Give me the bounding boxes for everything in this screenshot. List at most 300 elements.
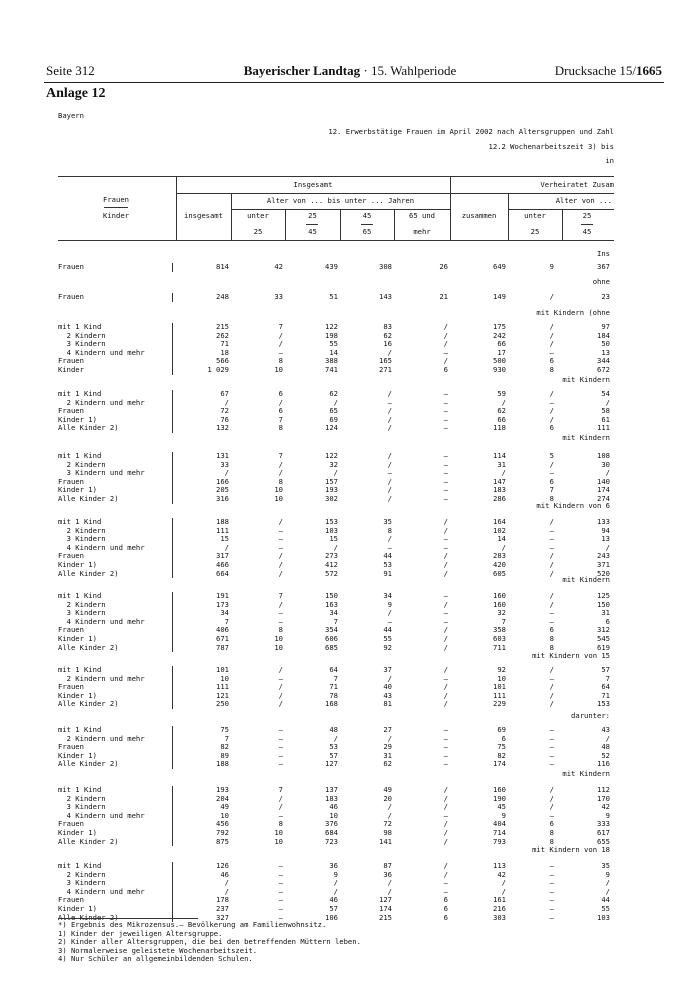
table-cell: 7 [605,673,610,683]
table-cell: / [605,878,610,888]
table-cell: — [387,397,392,407]
table-cell: / [549,599,554,609]
table-cell: 54 [601,389,610,398]
table-cell: 7 [333,616,338,626]
table-cell: / [443,599,448,609]
header-age2-bottom: 45 [308,227,317,236]
section-title: mit Kindern [562,433,610,442]
table-cell: 72 [220,406,229,416]
row-label: Kinder 1) [58,634,97,643]
header-age2-dash [306,224,318,225]
table-cell: — [443,485,448,495]
table-cell: / [443,356,448,366]
table-cell: / [443,793,448,803]
table-cell: 35 [601,861,610,870]
table-cell: — [443,608,448,618]
table-cell: 160 [493,785,506,794]
table-cell: 17 [497,347,506,357]
table-cell: / [549,802,554,812]
table-cell: — [278,733,283,743]
table-cell: 8 [549,494,554,503]
table-cell: 178 [216,895,229,905]
table-cell: / [387,485,392,495]
table-cell: 248 [216,292,229,301]
table-cell: 711 [493,642,506,652]
section-title: mit Kindern [562,375,610,384]
table-cell: 76 [220,414,229,424]
table-cell: 62 [329,389,338,398]
table-cell: / [605,886,610,896]
table-cell: 34 [383,591,392,600]
table-cell: / [333,542,338,552]
table-cell: / [549,406,554,416]
row-label: mit 1 Kind [58,591,102,600]
table-cell: 8 [549,642,554,652]
table-cell: 64 [601,682,610,692]
row-label: 3 Kindern und mehr [58,468,145,478]
table-cell: — [443,725,448,734]
table-cell: 45 [497,802,506,812]
table-cell: 81 [383,699,392,709]
table-cell: / [387,459,392,469]
table-cell: / [387,406,392,416]
row-label: Kinder 1) [58,828,97,837]
table-cell: 62 [383,330,392,340]
row-label: Alle Kinder 2) [58,699,119,709]
table-cell: 32 [329,459,338,469]
table-cell: 49 [220,802,229,812]
table-cell: — [443,414,448,424]
table-cell: 354 [325,625,338,635]
table-cell: 57 [601,665,610,674]
table-cell: 112 [597,785,610,794]
table-cell: / [443,642,448,652]
table-cell: 664 [216,568,229,578]
footnote-0: *) Ergebnis des Mikrozensus.– Bevölkerung am Familienwohnsitz. [58,920,327,929]
header-verh-age2-top: 25 [582,211,592,220]
table-cell: / [443,699,448,709]
table-cell: — [278,878,283,888]
table-cell: 404 [493,819,506,829]
table-cell: / [443,665,448,674]
table-cell: 127 [325,759,338,769]
row-label: mit 1 Kind [58,389,102,398]
section-title: ohne [592,277,610,286]
row-label: 3 Kindern [58,802,106,812]
table-cell: / [549,322,554,331]
table-cell: 5 [549,451,554,460]
table-cell: 13 [601,534,610,544]
table-cell: / [443,869,448,879]
table-cell: 94 [601,525,610,535]
table-cell: 183 [325,793,338,803]
table-cell: 46 [329,802,338,812]
footnote-1: 1) Kinder der jeweiligen Altersgruppe. [58,928,223,938]
table-cell: 6 [549,476,554,486]
table-cell: 7 [278,591,283,600]
header-age4-top: 65 und [409,211,435,220]
table-cell: 273 [325,551,338,561]
row-label: Kinder 1) [58,750,97,760]
table-cell: 33 [274,292,283,301]
table-cell: 603 [493,634,506,643]
table-cell: — [443,886,448,896]
table-cell: / [549,690,554,700]
table-cell: 6 [278,406,283,416]
table-cell: / [501,468,506,478]
table-cell: 132 [216,423,229,433]
table-cell: 64 [329,665,338,674]
table-cell: — [443,810,448,820]
table-cell: 317 [216,551,229,561]
row-label: Alle Kinder 2) [58,836,119,846]
table-cell: / [387,733,392,743]
table-cell: / [224,886,229,896]
table-cell: — [549,347,554,357]
table-cell: 102 [493,525,506,535]
table-cell: 6 [549,625,554,635]
table-cell: 14 [329,347,338,357]
table-cell: / [387,389,392,398]
table-cell: 147 [493,476,506,486]
table-cell: 69 [497,725,506,734]
table-cell: 42 [497,869,506,879]
table-cell: 66 [497,414,506,424]
row-label: Alle Kinder 2) [58,494,119,503]
table-cell: / [443,819,448,829]
row-label: mit 1 Kind [58,517,102,526]
table-cell: / [549,785,554,794]
table-cell: / [443,517,448,526]
table-cell: / [224,397,229,407]
table-cell: / [501,397,506,407]
row-label: 4 Kindern und mehr [58,616,145,626]
table-cell: / [549,551,554,561]
table-cell: 7 [278,322,283,331]
table-cell: 10 [274,642,283,652]
attachment-label: Anlage 12 [46,86,106,101]
table-cell: / [549,389,554,398]
table-cell: — [278,616,283,626]
table-cell: 20 [383,793,392,803]
table-cell: 672 [597,365,610,374]
row-label: 2 Kindern [58,599,106,609]
table-cell: — [549,608,554,618]
table-cell: 118 [493,423,506,433]
table-cell: 82 [220,742,229,752]
table-cell: 376 [325,819,338,829]
table-cell: 140 [597,476,610,486]
table-cell: / [443,330,448,340]
table-cell: 71 [220,339,229,349]
header-verheiratet-alter: Alter von ... [555,196,612,205]
table-cell: 55 [329,339,338,349]
table-cell: / [443,568,448,578]
header-top-rule [58,176,614,177]
table-cell: / [443,828,448,837]
table-cell: 193 [216,785,229,794]
table-cell: / [549,292,554,301]
table-cell: 8 [278,625,283,635]
row-label: Alle Kinder 2) [58,642,119,652]
header-age3-bottom: 65 [362,227,372,236]
table-cell: 286 [493,494,506,503]
table-cell: 190 [493,793,506,803]
table-cell: 137 [325,785,338,794]
table-cell: 61 [601,414,610,424]
table-cell: 793 [493,836,506,846]
table-cell: 7 [224,733,229,743]
table-cell: 124 [325,423,338,433]
table-cell: 133 [597,517,610,526]
table-cell: 67 [220,389,229,398]
row-label: 4 Kindern und mehr [58,542,145,552]
table-cell: 82 [497,750,506,760]
table-cell: — [443,591,448,600]
table-cell: 160 [493,591,506,600]
row-label: 2 Kindern [58,793,106,803]
row-label: Alle Kinder 2) [58,759,119,769]
table-cell: — [443,759,448,769]
table-cell: / [443,802,448,812]
table-cell: — [549,733,554,743]
table-cell: 9 [333,869,338,879]
table-cell: 605 [493,568,506,578]
table-cell: — [278,525,283,535]
table-cell: 75 [220,725,229,734]
table-cell: 655 [597,836,610,846]
table-cell: — [549,534,554,544]
header-frauen-underline [104,207,128,208]
table-cell: / [278,459,283,469]
table-cell: 188 [216,517,229,526]
table-cell: 122 [325,322,338,331]
table-cell: — [278,861,283,870]
table-cell: 8 [549,836,554,846]
table-cell: — [549,525,554,535]
table-cell: — [549,742,554,752]
table-cell: / [333,733,338,743]
page-number: Seite 312 [46,63,95,78]
table-cell: 7 [501,616,506,626]
table-cell: 10 [274,485,283,495]
table-cell: 173 [216,599,229,609]
table-cell: 271 [379,365,392,374]
section-title: mit Kindern [562,575,610,584]
table-cell: 406 [216,625,229,635]
table-cell: / [333,886,338,896]
table-cell: 10 [220,673,229,683]
table-cell: — [278,347,283,357]
row-label: mit 1 Kind [58,785,102,794]
table-cell: 163 [325,599,338,609]
table-cell: 243 [597,551,610,561]
table-cell: 36 [329,861,338,870]
table-cell: 283 [493,551,506,561]
row-label: Kinder 1) [58,904,97,913]
footnote-2: 2) Kinder aller Altersgruppen, die bei den betreffenden Müttern leben. [58,937,361,947]
table-cell: / [443,625,448,635]
table-cell: — [443,459,448,469]
table-cell: 10 [274,836,283,846]
table-cell: 184 [597,330,610,340]
table-cell: — [443,733,448,743]
table-cell: 371 [597,560,610,569]
publication-period: · 15. Wahlperiode [360,63,457,78]
table-cell: 216 [493,904,506,913]
table-cell: 150 [597,599,610,609]
table-cell: / [443,690,448,700]
table-cell: 308 [379,262,392,271]
table-cell: 153 [325,517,338,526]
table-cell: — [443,397,448,407]
table-cell: / [387,878,392,888]
table-cell: 111 [216,682,229,692]
table-cell: — [549,912,554,922]
row-label: 2 Kindern [58,459,106,469]
table-cell: 164 [493,517,506,526]
table-cell: / [443,861,448,870]
table-cell: 27 [383,725,392,734]
table-cell: — [443,389,448,398]
table-cell: 6 [549,356,554,366]
header-age4-bottom: mehr [413,227,431,236]
header-age2-top: 25 [308,211,317,220]
table-cell: 875 [216,836,229,846]
table-cell: — [549,886,554,896]
table-title-line2: 12.2 Wochenarbeitszeit 3) bis [488,142,614,151]
row-label: 2 Kindern und mehr [58,397,145,407]
table-cell: 122 [325,451,338,460]
table-cell: 327 [216,912,229,922]
table-cell: 44 [383,625,392,635]
header-bottom-rule [58,240,614,241]
table-cell: / [605,542,610,552]
table-cell: / [443,682,448,692]
table-cell: 10 [274,494,283,503]
table-cell: / [549,568,554,578]
table-cell: 31 [497,459,506,469]
table-cell: 649 [493,262,506,271]
table-cell: 685 [325,642,338,652]
table-cell: 303 [493,912,506,922]
table-cell: — [549,861,554,870]
table-cell: 127 [379,895,392,905]
header-age3-top: 45 [362,211,372,220]
header-verheiratet-group: Verheiratet Zusam [540,180,614,189]
table-cell: 684 [325,828,338,837]
table-cell: / [501,886,506,896]
table-cell: / [549,682,554,692]
table-cell: — [549,616,554,626]
table-cell: 69 [329,414,338,424]
table-cell: 8 [549,634,554,643]
table-cell: — [278,750,283,760]
table-cell: 7 [278,414,283,424]
table-cell: — [278,673,283,683]
table-cell: 31 [383,750,392,760]
table-cell: 43 [601,725,610,734]
row-label: Frauen [58,551,84,561]
table-cell: / [387,423,392,433]
table-cell: 174 [379,904,392,913]
table-cell: 606 [325,634,338,643]
table-cell: 58 [601,406,610,416]
table-cell: 344 [597,356,610,366]
table-cell: 439 [325,262,338,271]
table-cell: 48 [601,742,610,752]
table-cell: / [605,468,610,478]
table-cell: 183 [493,485,506,495]
section-title: Ins [597,249,610,258]
row-label: 3 Kindern [58,339,106,349]
document-number-id: 1665 [636,63,662,78]
table-cell: 619 [597,642,610,652]
row-label: Frauen [58,476,84,486]
table-cell: 7 [333,673,338,683]
table-cell: — [443,673,448,683]
document-number-prefix: Drucksache 15/ [554,63,636,78]
table-cell: — [387,542,392,552]
table-cell: 191 [216,591,229,600]
table-cell: 126 [216,861,229,870]
table-cell: / [224,468,229,478]
section-title: mit Kindern von 18 [532,845,610,854]
table-cell: — [387,616,392,626]
table-cell: — [549,895,554,905]
table-cell: 8 [278,423,283,433]
table-cell: / [549,339,554,349]
table-cell: 121 [216,690,229,700]
table-cell: — [443,468,448,478]
section-title: mit Kindern von 15 [532,651,610,660]
table-cell: — [443,878,448,888]
row-label: mit 1 Kind [58,451,102,460]
table-cell: 44 [601,895,610,905]
table-cell: / [549,665,554,674]
table-cell: — [443,423,448,433]
table-cell: / [605,397,610,407]
row-label: Kinder 1) [58,414,97,424]
table-cell: / [387,810,392,820]
table-cell: 101 [493,682,506,692]
document-number [555,63,662,81]
table-cell: 175 [493,322,506,331]
table-cell: 55 [383,634,392,643]
table-cell: 168 [325,699,338,709]
table-cell: / [549,517,554,526]
table-cell: / [549,591,554,600]
row-label: mit 1 Kind [58,861,102,870]
table-cell: 572 [325,568,338,578]
table-cell: 114 [493,451,506,460]
table-cell: 814 [216,262,229,271]
table-cell: 10 [274,634,283,643]
table-cell: — [549,673,554,683]
table-cell: 72 [383,819,392,829]
row-label: 2 Kindern [58,330,106,340]
table-cell: 15 [329,534,338,544]
table-cell: / [549,459,554,469]
table-cell: — [278,759,283,769]
footnote-3: 3) Normalerweise geleistete Wochenarbeitszeit. [58,945,258,955]
table-cell: 59 [497,389,506,398]
table-cell: 111 [493,690,506,700]
table-cell: 6 [443,904,448,913]
table-cell: 143 [379,292,392,301]
header-verh-age1-bottom: 25 [530,227,540,236]
table-cell: / [387,608,392,618]
